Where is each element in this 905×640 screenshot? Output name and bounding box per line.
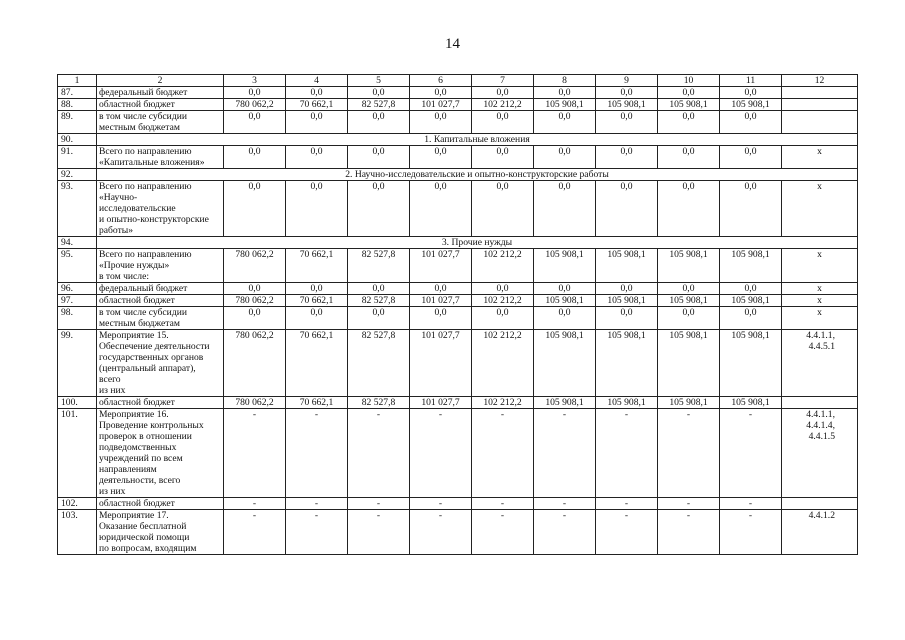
table-row	[58, 498, 858, 510]
description-line: федеральный бюджет	[99, 283, 188, 294]
value-cell: 780 062,2	[224, 397, 286, 409]
value-cell: 101 027,7	[410, 295, 472, 307]
value-cell: 0,0	[286, 87, 348, 99]
value-cell: 0,0	[658, 283, 720, 295]
header-cell: 3	[224, 75, 286, 87]
value-cell: -	[658, 409, 720, 498]
description-line: «Прочие нужды»	[99, 260, 170, 271]
value-cell: 0,0	[720, 283, 782, 295]
value-cell: -	[534, 409, 596, 498]
value-cell: 70 662,1	[286, 249, 348, 283]
value-cell: -	[534, 498, 596, 510]
target-indicator-line: 4.4.1.4,	[806, 420, 835, 431]
table-row	[58, 409, 858, 498]
row-index: 90.	[58, 134, 97, 146]
value-cell: 0,0	[348, 146, 410, 169]
row-index: 97.	[58, 295, 97, 307]
value-cell: 105 908,1	[658, 295, 720, 307]
value-cell: 82 527,8	[348, 397, 410, 409]
description-line: Обеспечение деятельности	[99, 341, 210, 352]
value-cell: 82 527,8	[348, 330, 410, 397]
target-indicator-cell	[782, 330, 858, 397]
value-cell: 0,0	[658, 146, 720, 169]
value-cell: -	[348, 409, 410, 498]
target-indicator-cell	[782, 87, 858, 99]
row-index: 94.	[58, 237, 97, 249]
description-line: деятельности, всего	[99, 475, 181, 486]
row-index: 101.	[58, 409, 97, 498]
header-cell: 1	[58, 75, 97, 87]
target-indicator-cell	[782, 409, 858, 498]
row-index: 89.	[58, 111, 97, 134]
value-cell: -	[534, 510, 596, 555]
description-line: и опытно-конструкторские	[99, 214, 209, 225]
table-body	[58, 75, 858, 555]
value-cell: 0,0	[596, 181, 658, 237]
value-cell: 0,0	[348, 87, 410, 99]
target-indicator-line: x	[817, 181, 822, 192]
target-indicator-line: 4.4.1.5	[808, 431, 835, 442]
table-row	[58, 330, 858, 397]
value-cell: 0,0	[534, 111, 596, 134]
target-indicator-cell	[782, 307, 858, 330]
value-cell: 82 527,8	[348, 295, 410, 307]
section-title: 2. Научно-исследовательские и опытно-конструкторские работы	[97, 169, 858, 181]
description-line: юридической помощи	[99, 532, 190, 543]
value-cell: -	[658, 510, 720, 555]
value-cell: 101 027,7	[410, 397, 472, 409]
description-line: учреждений по всем	[99, 453, 183, 464]
row-index: 98.	[58, 307, 97, 330]
target-indicator-line: x	[817, 283, 822, 294]
row-index: 102.	[58, 498, 97, 510]
row-description	[97, 249, 224, 283]
value-cell: -	[596, 510, 658, 555]
value-cell: 0,0	[534, 146, 596, 169]
row-description	[97, 99, 224, 111]
table-row	[58, 99, 858, 111]
section-title: 3. Прочие нужды	[97, 237, 858, 249]
value-cell: -	[286, 498, 348, 510]
value-cell: -	[224, 510, 286, 555]
row-description	[97, 146, 224, 169]
value-cell: 105 908,1	[658, 397, 720, 409]
header-cell: 11	[720, 75, 782, 87]
target-indicator-cell	[782, 181, 858, 237]
value-cell: -	[658, 498, 720, 510]
value-cell: 105 908,1	[534, 99, 596, 111]
table-row	[58, 397, 858, 409]
header-cell: 4	[286, 75, 348, 87]
description-line: Мероприятие 17.	[99, 510, 169, 521]
value-cell: 105 908,1	[658, 330, 720, 397]
header-cell: 10	[658, 75, 720, 87]
target-indicator-cell	[782, 498, 858, 510]
value-cell: 105 908,1	[658, 99, 720, 111]
value-cell: 0,0	[472, 111, 534, 134]
section-row	[58, 237, 858, 249]
value-cell: 0,0	[286, 111, 348, 134]
target-indicator-cell	[782, 510, 858, 555]
value-cell: -	[410, 498, 472, 510]
value-cell: 780 062,2	[224, 249, 286, 283]
description-line: «Капитальные вложения»	[99, 157, 205, 168]
table-row	[58, 249, 858, 283]
description-line: исследовательские	[99, 203, 176, 214]
value-cell: 105 908,1	[720, 397, 782, 409]
value-cell: 105 908,1	[596, 330, 658, 397]
value-cell: 102 212,2	[472, 295, 534, 307]
table-row	[58, 510, 858, 555]
description-line: Мероприятие 16.	[99, 409, 169, 420]
table-row	[58, 111, 858, 134]
target-indicator-cell	[782, 111, 858, 134]
value-cell: -	[596, 498, 658, 510]
table-row	[58, 181, 858, 237]
value-cell: 0,0	[472, 146, 534, 169]
value-cell: -	[720, 409, 782, 498]
value-cell: -	[224, 409, 286, 498]
value-cell: 780 062,2	[224, 295, 286, 307]
table-row	[58, 307, 858, 330]
row-index: 100.	[58, 397, 97, 409]
value-cell: 0,0	[410, 307, 472, 330]
value-cell: 105 908,1	[596, 99, 658, 111]
value-cell: 105 908,1	[534, 249, 596, 283]
description-line: областной бюджет	[99, 99, 175, 110]
row-description	[97, 87, 224, 99]
description-line: местным бюджетам	[99, 318, 180, 329]
value-cell: -	[720, 510, 782, 555]
value-cell: 0,0	[472, 283, 534, 295]
value-cell: 82 527,8	[348, 99, 410, 111]
value-cell: 0,0	[410, 181, 472, 237]
value-cell: 102 212,2	[472, 99, 534, 111]
value-cell: 780 062,2	[224, 330, 286, 397]
value-cell: 0,0	[286, 181, 348, 237]
description-line: Оказание бесплатной	[99, 521, 187, 532]
description-line: областной бюджет	[99, 295, 175, 306]
value-cell: -	[720, 498, 782, 510]
value-cell: 0,0	[534, 307, 596, 330]
description-line: государственных органов	[99, 352, 204, 363]
section-row	[58, 169, 858, 181]
section-row	[58, 134, 858, 146]
description-line: в том числе субсидии	[99, 111, 187, 122]
value-cell: 0,0	[534, 87, 596, 99]
description-line: «Научно-	[99, 192, 138, 203]
target-indicator-cell	[782, 146, 858, 169]
value-cell: 0,0	[596, 307, 658, 330]
value-cell: 0,0	[348, 181, 410, 237]
budget-table	[57, 74, 858, 555]
value-cell: 0,0	[224, 307, 286, 330]
value-cell: 102 212,2	[472, 330, 534, 397]
description-line: из них	[99, 486, 126, 497]
row-index: 87.	[58, 87, 97, 99]
value-cell: 0,0	[658, 87, 720, 99]
header-cell: 2	[97, 75, 224, 87]
value-cell: 105 908,1	[720, 99, 782, 111]
value-cell: 0,0	[410, 87, 472, 99]
value-cell: -	[472, 510, 534, 555]
target-indicator-line: 4.4.1.2	[808, 510, 835, 521]
value-cell: 102 212,2	[472, 397, 534, 409]
row-index: 91.	[58, 146, 97, 169]
description-line: местным бюджетам	[99, 122, 180, 133]
value-cell: -	[410, 409, 472, 498]
value-cell: 105 908,1	[720, 249, 782, 283]
value-cell: -	[348, 510, 410, 555]
description-line: федеральный бюджет	[99, 87, 188, 98]
value-cell: -	[410, 510, 472, 555]
value-cell: -	[286, 510, 348, 555]
value-cell: 0,0	[720, 181, 782, 237]
header-cell: 5	[348, 75, 410, 87]
value-cell: 0,0	[348, 307, 410, 330]
target-indicator-line: x	[817, 249, 822, 260]
value-cell: 780 062,2	[224, 99, 286, 111]
value-cell: 102 212,2	[472, 249, 534, 283]
description-line: всего	[99, 374, 121, 385]
value-cell: 0,0	[596, 146, 658, 169]
row-description	[97, 498, 224, 510]
target-indicator-line: 4.4.1.1,	[806, 409, 835, 420]
description-line: в том числе:	[99, 271, 150, 282]
description-line: направлениям	[99, 464, 157, 475]
value-cell: -	[348, 498, 410, 510]
value-cell: 0,0	[224, 181, 286, 237]
value-cell: 0,0	[534, 283, 596, 295]
target-indicator-line: 4.4.5.1	[808, 341, 835, 352]
target-indicator-cell	[782, 249, 858, 283]
row-index: 95.	[58, 249, 97, 283]
value-cell: 0,0	[348, 283, 410, 295]
target-indicator-cell	[782, 283, 858, 295]
value-cell: -	[596, 409, 658, 498]
value-cell: 101 027,7	[410, 330, 472, 397]
row-description	[97, 397, 224, 409]
table-row	[58, 283, 858, 295]
value-cell: 0,0	[224, 283, 286, 295]
target-indicator-cell	[782, 295, 858, 307]
description-line: Мероприятие 15.	[99, 330, 169, 341]
value-cell: 0,0	[534, 181, 596, 237]
header-cell: 8	[534, 75, 596, 87]
header-cell: 9	[596, 75, 658, 87]
value-cell: -	[472, 409, 534, 498]
target-indicator-line: 4.4.1.1,	[806, 330, 835, 341]
description-line: по вопросам, входящим	[99, 543, 197, 554]
value-cell: 0,0	[224, 87, 286, 99]
description-line: Проведение контрольных	[99, 420, 204, 431]
description-line: работы»	[99, 225, 134, 236]
target-indicator-cell	[782, 99, 858, 111]
description-line: подведомственных	[99, 442, 177, 453]
value-cell: 0,0	[224, 111, 286, 134]
target-indicator-cell	[782, 397, 858, 409]
row-index: 88.	[58, 99, 97, 111]
value-cell: 105 908,1	[596, 397, 658, 409]
target-indicator-line: x	[817, 307, 822, 318]
row-index: 93.	[58, 181, 97, 237]
value-cell: 0,0	[472, 87, 534, 99]
header-cell: 6	[410, 75, 472, 87]
header-cell: 12	[782, 75, 858, 87]
description-line: в том числе субсидии	[99, 307, 187, 318]
value-cell: 0,0	[658, 181, 720, 237]
value-cell: 70 662,1	[286, 295, 348, 307]
value-cell: 0,0	[286, 146, 348, 169]
value-cell: 105 908,1	[534, 397, 596, 409]
value-cell: 0,0	[410, 111, 472, 134]
value-cell: 82 527,8	[348, 249, 410, 283]
value-cell: 0,0	[472, 307, 534, 330]
value-cell: 105 908,1	[534, 295, 596, 307]
target-indicator-line: x	[817, 146, 822, 157]
row-index: 92.	[58, 169, 97, 181]
row-description	[97, 307, 224, 330]
value-cell: 0,0	[596, 87, 658, 99]
description-line: Всего по направлению	[99, 146, 192, 157]
row-index: 99.	[58, 330, 97, 397]
row-description	[97, 409, 224, 498]
value-cell: 101 027,7	[410, 249, 472, 283]
value-cell: 0,0	[720, 111, 782, 134]
description-line: из них	[99, 385, 126, 396]
row-description	[97, 510, 224, 555]
value-cell: 0,0	[472, 181, 534, 237]
table-row	[58, 295, 858, 307]
value-cell: -	[286, 409, 348, 498]
value-cell: 105 908,1	[658, 249, 720, 283]
row-description	[97, 283, 224, 295]
row-index: 96.	[58, 283, 97, 295]
table-row	[58, 146, 858, 169]
value-cell: 105 908,1	[720, 330, 782, 397]
value-cell: 0,0	[286, 307, 348, 330]
value-cell: 0,0	[410, 283, 472, 295]
header-cell: 7	[472, 75, 534, 87]
row-description	[97, 330, 224, 397]
value-cell: 105 908,1	[596, 249, 658, 283]
value-cell: 101 027,7	[410, 99, 472, 111]
value-cell: 0,0	[720, 307, 782, 330]
value-cell: 70 662,1	[286, 397, 348, 409]
table-row	[58, 87, 858, 99]
value-cell: 0,0	[286, 283, 348, 295]
value-cell: 70 662,1	[286, 99, 348, 111]
value-cell: 70 662,1	[286, 330, 348, 397]
value-cell: 0,0	[596, 111, 658, 134]
target-indicator-line: x	[817, 295, 822, 306]
description-line: областной бюджет	[99, 498, 175, 509]
description-line: проверок в отношении	[99, 431, 192, 442]
value-cell: 0,0	[224, 146, 286, 169]
description-line: (центральный аппарат),	[99, 363, 196, 374]
page-number: 14	[445, 36, 460, 52]
value-cell: -	[472, 498, 534, 510]
value-cell: 0,0	[658, 111, 720, 134]
description-line: Всего по направлению	[99, 249, 192, 260]
header-row	[58, 75, 858, 87]
value-cell: 0,0	[720, 87, 782, 99]
value-cell: -	[224, 498, 286, 510]
description-line: Всего по направлению	[99, 181, 192, 192]
value-cell: 105 908,1	[534, 330, 596, 397]
value-cell: 0,0	[658, 307, 720, 330]
row-description	[97, 111, 224, 134]
value-cell: 105 908,1	[596, 295, 658, 307]
value-cell: 0,0	[720, 146, 782, 169]
row-description	[97, 295, 224, 307]
row-index: 103.	[58, 510, 97, 555]
value-cell: 0,0	[348, 111, 410, 134]
row-description	[97, 181, 224, 237]
section-title: 1. Капитальные вложения	[97, 134, 858, 146]
value-cell: 0,0	[410, 146, 472, 169]
value-cell: 0,0	[596, 283, 658, 295]
value-cell: 105 908,1	[720, 295, 782, 307]
description-line: областной бюджет	[99, 397, 175, 408]
